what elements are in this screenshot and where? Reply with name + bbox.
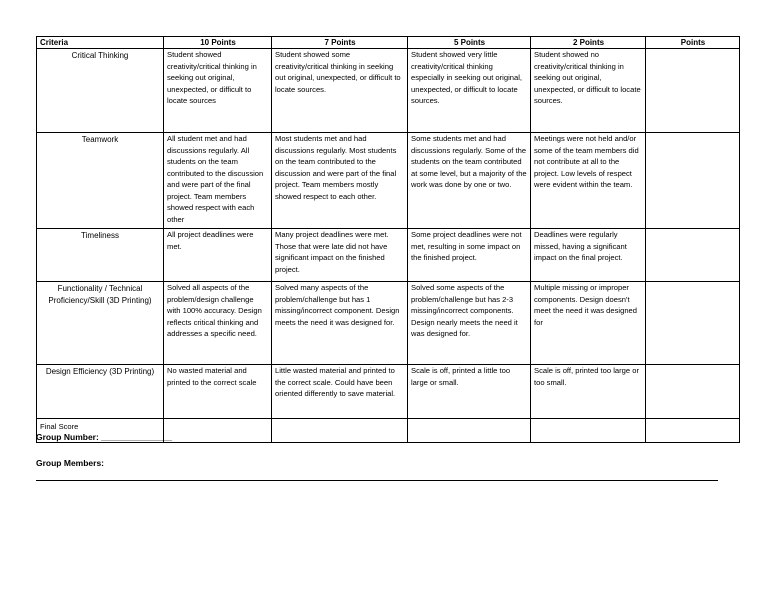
criterion-cell: Timeliness [37,229,164,282]
descriptor-10: All student met and had discussions regularly. All students on the team contributed to the discussion and were part of the final project. Team members showed respect with each other [164,133,272,229]
final-score-label: Final Score [37,419,164,443]
criterion-cell: Design Efficiency (3D Printing) [37,365,164,419]
group-number-label: Group Number: _______________ [36,432,173,442]
points-cell [646,282,740,365]
final-score-5 [408,419,531,443]
points-cell [646,133,740,229]
descriptor-5: Some project deadlines were not met, resulting in some impact on the finished project. [408,229,531,282]
descriptor-10: No wasted material and printed to the correct scale [164,365,272,419]
criterion-cell: Teamwork [37,133,164,229]
points-cell [646,49,740,133]
criterion-cell: Functionality / Technical Proficiency/Skill (3D Printing) [37,282,164,365]
group-members-label: Group Members: [36,458,105,468]
descriptor-7: Most students met and had discussions regularly. Most students on the team contributed to the discussion and were part of the final project. Team members mostly showed respect to each other. [272,133,408,229]
rubric-row-design-efficiency [37,365,740,419]
descriptor-7: Solved many aspects of the problem/challenge but has 1 missing/incorrect component. Design meets the need it was designed for. [272,282,408,365]
final-score-points [646,419,740,443]
descriptor-10: Solved all aspects of the problem/design challenge with 100% accuracy. Design reflects critical thinking and addresses a specific need. [164,282,272,365]
group-members-line [36,480,718,481]
descriptor-2: Scale is off, printed too large or too small. [531,365,646,419]
header-row [37,37,740,49]
descriptor-5: Student showed very little creativity/critical thinking especially in seeking out original, unexpected, or difficult to locate sources. [408,49,531,133]
criterion-cell: Critical Thinking [37,49,164,133]
rubric-row-teamwork [37,133,740,229]
descriptor-5: Solved some aspects of the problem/challenge but has 2-3 missing/incorrect components. Design nearly meets the need it was designed for. [408,282,531,365]
rubric-row-timeliness [37,229,740,282]
header-10-points: 10 Points [164,37,272,49]
descriptor-2: Student showed no creativity/critical thinking in seeking out original, unexpected, or difficult to locate sources. [531,49,646,133]
points-cell [646,365,740,419]
descriptor-2: Meetings were not held and/or some of the team members did not contribute at all to the project. Low levels of respect were evident within the team. [531,133,646,229]
descriptor-7: Many project deadlines were met. Those that were late did not have significant impact on the finished project. [272,229,408,282]
descriptor-10: All project deadlines were met. [164,229,272,282]
rubric-row-critical-thinking [37,49,740,133]
descriptor-5: Some students met and had discussions regularly. Some of the students on the team contributed at some level, but a majority of the work was done by one or two. [408,133,531,229]
header-2-points: 2 Points [531,37,646,49]
descriptor-5: Scale is off, printed a little too large or small. [408,365,531,419]
header-points: Points [646,37,740,49]
final-score-2 [531,419,646,443]
final-score-10 [164,419,272,443]
header-7-points: 7 Points [272,37,408,49]
final-score-7 [272,419,408,443]
descriptor-7: Little wasted material and printed to the correct scale. Could have been oriented differently to save material. [272,365,408,419]
rubric-row-functionality [37,282,740,365]
header-5-points: 5 Points [408,37,531,49]
rubric-table [36,36,740,443]
points-cell [646,229,740,282]
descriptor-7: Student showed some creativity/critical thinking in seeking out original, unexpected, or difficult to locate sources. [272,49,408,133]
header-criteria: Criteria [37,37,164,49]
descriptor-10: Student showed creativity/critical thinking in seeking out original, unexpected, or difficult to locate sources [164,49,272,133]
descriptor-2: Multiple missing or improper components. Design doesn't meet the need it was designed for [531,282,646,365]
descriptor-2: Deadlines were regularly missed, having a significant impact on the final project. [531,229,646,282]
